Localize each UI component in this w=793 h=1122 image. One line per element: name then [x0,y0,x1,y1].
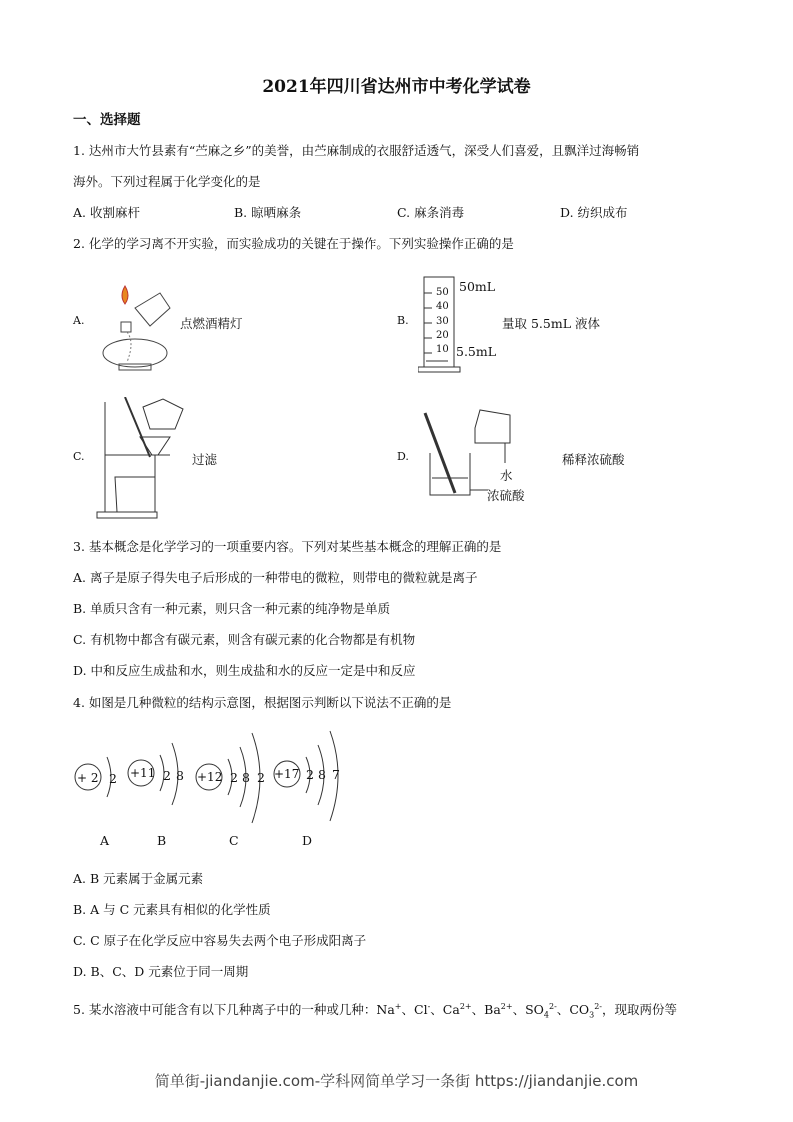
ion-charge: + [394,1001,402,1011]
q4-option-a: A. B 元素属于金属元素 [73,871,204,886]
q3-option-c: C. 有机物中都含有碳元素，则含有碳元素的化合物都是有机物 [73,632,416,647]
ion: Na [376,1002,395,1017]
q5-stem: 5. 某水溶液中可能含有以下几种离子中的一种或几种：Na+、Cl-、$Ca^{2+}$、$Ba^{2+}$、$SO_4^{2-}$、$CO_3^{2-}$，现取两份等 [73,1001,678,1020]
q3-stem: 3. 基本概念是化学学习的一项重要内容。下列对某些基本概念的理解正确的是 [73,539,502,554]
cylinder-capacity: 50mL [459,279,496,294]
q2-option-b-letter: B. [397,314,409,327]
q5-prefix: 5. 某水溶液中可能含有以下几种离子中的一种或几种： [73,1002,377,1017]
nucleus-a: + 2 [77,771,99,785]
shell-c1: 2 [230,770,238,785]
q4-option-c: C. C 原子在化学反应中容易失去两个电子形成阳离子 [73,933,367,948]
filtration-figure [95,397,195,522]
shell-b1: 2 [163,768,171,783]
nucleus-c: +12 [197,770,223,784]
ion-charge: - [427,1001,431,1011]
q4-option-d: D. B、C、D 元素位于同一周期 [73,964,249,979]
acid-label: 浓硫酸 [487,488,525,503]
q2-stem: 2. 化学的学习离不开实验，而实验成功的关键在于操作。下列实验操作正确的是 [73,236,514,251]
q2-option-d-letter: D. [397,450,409,463]
q3-option-b: B. 单质只含有一种元素，则只含一种元素的纯净物是单质 [73,601,391,616]
q2-option-d-label: 稀释浓硫酸 [562,452,625,467]
shell-c2: 8 [242,770,250,785]
nucleus-b: +11 [130,766,156,780]
q1-option-c: C. 麻条消毒 [397,205,465,220]
cylinder-scale [436,286,449,357]
q2-option-b-label: 量取 5.5mL 液体 [502,316,600,331]
tick-label: 20 [436,329,449,341]
q1-option-b: B. 晾晒麻条 [234,205,302,220]
shell-c3: 2 [257,770,265,785]
tick-label: 50 [436,287,449,298]
shell-d3: 7 [332,767,340,782]
ion: Cl [414,1002,428,1017]
ion-charge: 2- [549,1001,557,1011]
q2-option-c-letter: C. [73,450,85,463]
ion-charge: 2+ [500,1001,513,1011]
q1-stem-line2: 海外。下列过程属于化学变化的是 [73,174,261,189]
nucleus-d: +17 [274,767,300,781]
q2-option-c-label: 过滤 [192,452,218,467]
ion: CO [569,1002,590,1017]
ion-subscript: 3 [589,1010,595,1020]
tick-label: 40 [436,301,449,313]
q3-option-a: A. 离子是原子得失电子后形成的一种带电的微粒，则带电的微粒就是离子 [73,570,478,585]
particle-label-a: A [100,833,110,848]
q5-suffix: ，现取两份等 [602,1002,678,1017]
particle-label-c: C [229,833,239,848]
shell-a1: 2 [109,771,117,786]
tick-label: 30 [436,315,449,327]
section-heading: 一、选择题 [73,112,141,128]
page-title: 2021年四川省达州市中考化学试卷 [262,77,531,97]
particle-label-d: D [302,833,313,848]
ion: SO [525,1002,544,1017]
q2-option-a-letter: A. [73,314,85,327]
cylinder-reading: 5.5mL [456,344,497,359]
q4-option-b: B. A 与 C 元素具有相似的化学性质 [73,902,271,917]
footer-watermark: 简单街-jiandanjie.com-学科网简单学习一条街 https://jiandanjie.com [154,1072,639,1090]
shell-b2: 8 [176,768,184,783]
q4-stem: 4. 如图是几种微粒的结构示意图，根据图示判断以下说法不正确的是 [73,695,452,710]
q2-option-a-label: 点燃酒精灯 [180,316,243,331]
ion-charge: 2- [594,1001,603,1011]
alcohol-lamp-figure [95,278,175,373]
q1-option-a: A. 收割麻杆 [73,205,140,220]
shell-d2: 8 [318,767,326,782]
particle-label-b: B [157,833,167,848]
q3-option-d: D. 中和反应生成盐和水，则生成盐和水的反应一定是中和反应 [73,663,416,678]
ion-charge: 2+ [459,1001,472,1011]
ion: Ba [484,1002,501,1017]
ion-subscript: 4 [543,1010,549,1020]
shell-d1: 2 [306,767,314,782]
tick-label: 10 [436,344,449,356]
q1-option-d: D. 纺织成布 [560,205,628,220]
ion: Ca [442,1002,460,1017]
q1-stem-line1: 1. 达州市大竹县素有“苎麻之乡”的美誉，由苎麻制成的衣服舒适透气，深受人们喜爱，且飘洋过海畅销 [73,143,640,158]
water-label: 水 [500,468,513,483]
